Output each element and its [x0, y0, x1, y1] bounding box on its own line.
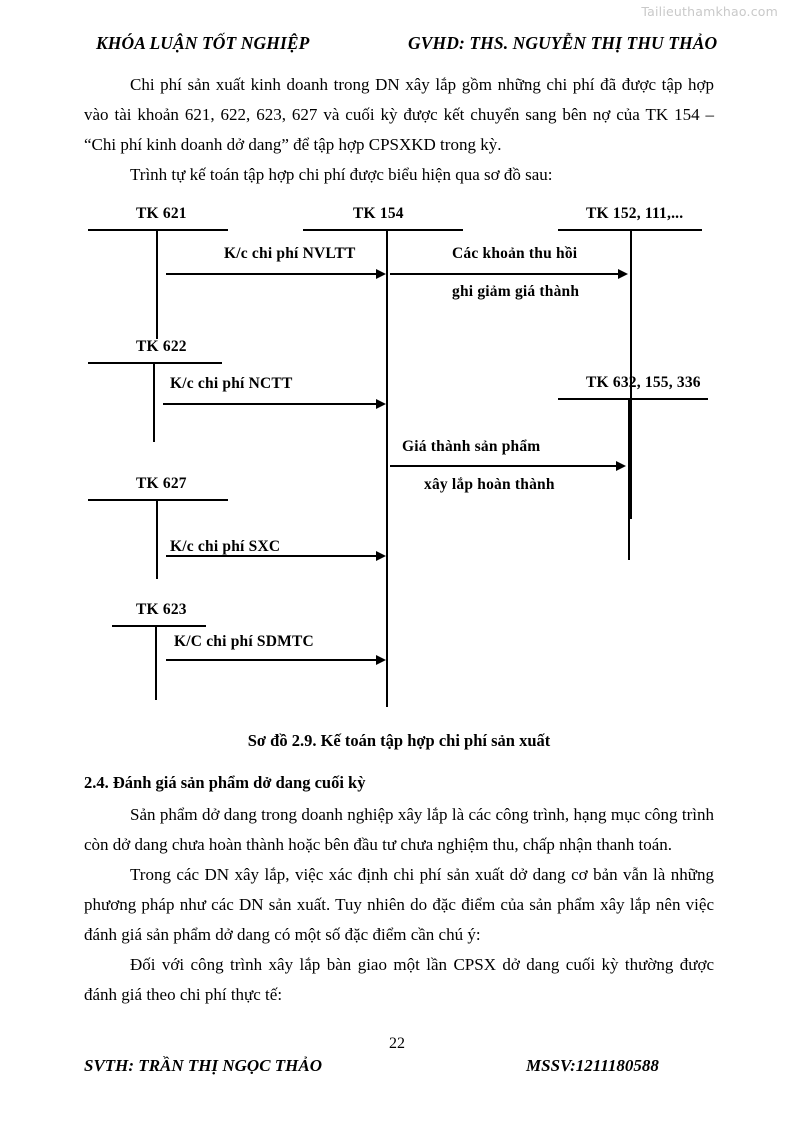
flow-label-kc-sxc: K/c chi phí SXC [170, 538, 281, 555]
paragraph-4: Trong các DN xây lắp, việc xác định chi phí sản xuất dở dang cơ bản vẫn là những phương pháp như các DN sản xuất. Tuy nhiên do đặc điểm của sản phẩm xây lắp nên việc đánh giá sản phẩm dở dang có một số đặc điểm cần chú ý: [84, 865, 714, 944]
footer-student-name: SVTH: TRẦN THỊ NGỌC THẢO [84, 1056, 323, 1075]
flow-arrow-line-gia-thanh [390, 465, 618, 467]
diagram-caption: Sơ đồ 2.9. Kế toán tập hợp chi phí sản xuất [247, 731, 551, 750]
accounting-flow-diagram [0, 195, 794, 715]
tbar-tk622 [88, 362, 222, 364]
tstem-tk623 [155, 625, 157, 700]
site-watermark: Tailieuthamkhao.com [641, 4, 778, 19]
tbar-tk632 [558, 398, 708, 400]
flow-label-gia-thanh-san-pham: Giá thành sản phẩm [402, 438, 541, 455]
tbar-tk623 [112, 625, 206, 627]
tbar-tk154 [303, 229, 463, 231]
flow-arrow-line-kc-sdmtc [166, 659, 378, 661]
flow-arrow-line-thu-hoi [390, 273, 620, 275]
account-label-tk621: TK 621 [136, 205, 187, 222]
paragraph-1: Chi phí sản xuất kinh doanh trong DN xây lắp gồm những chi phí đã được tập hợp vào tài khoản 621, 622, 623, 627 và cuối kỳ được kết chuyển sang bên nợ của TK 154 – “Chi phí kinh doanh dở dang” để tập hợp CPSXKD trong kỳ. [84, 75, 714, 154]
footer-student-id: MSSV:1211180588 [526, 1056, 659, 1075]
paragraph-5: Đối với công trình xây lắp bàn giao một lần CPSX dở dang cuối kỳ thường được đánh giá theo chi phí thực tế: [84, 955, 714, 1004]
account-label-tk623: TK 623 [136, 601, 187, 618]
flow-arrow-head-kc-sxc [376, 551, 386, 561]
account-label-tk154: TK 154 [353, 205, 404, 222]
flow-arrow-head-kc-sdmtc [376, 655, 386, 665]
tstem-tk632 [628, 398, 630, 560]
intro-paragraphs [84, 70, 714, 190]
paragraph-2: Trình tự kế toán tập hợp chi phí được biểu hiện qua sơ đồ sau: [130, 165, 553, 184]
tstem-tk621 [156, 229, 158, 339]
tstem-tk622 [153, 362, 155, 442]
account-label-tk632: TK 632, 155, 336 [586, 374, 701, 391]
header-right-advisor: GVHD: THS. NGUYỄN THỊ THU THẢO [408, 33, 718, 53]
flow-label-xay-lap-hoan-thanh: xây lắp hoàn thành [424, 476, 555, 493]
header-left-title: KHÓA LUẬN TỐT NGHIỆP [96, 33, 310, 53]
flow-arrow-head-gia-thanh [616, 461, 626, 471]
tbar-tk621 [88, 229, 228, 231]
flow-label-cac-khoan-thu-hoi: Các khoản thu hồi [452, 245, 578, 262]
page-number: 22 [389, 1035, 405, 1052]
flow-label-kc-nvltt: K/c chi phí NVLTT [224, 245, 356, 262]
account-label-tk627: TK 627 [136, 475, 187, 492]
body-paragraphs [84, 800, 714, 1010]
flow-label-ghi-giam-gia-thanh: ghi giảm giá thành [452, 283, 580, 300]
flow-label-kc-nctt: K/c chi phí NCTT [170, 375, 293, 392]
section-heading-2-4: 2.4. Đánh giá sản phẩm dở dang cuối kỳ [84, 773, 366, 792]
flow-arrow-head-kc-nctt [376, 399, 386, 409]
account-label-tk152: TK 152, 111,... [586, 205, 684, 222]
tstem-tk154 [386, 229, 388, 707]
flow-arrow-line-kc-sxc [166, 555, 378, 557]
flow-arrow-line-kc-nvltt [166, 273, 378, 275]
flow-arrow-head-thu-hoi [618, 269, 628, 279]
paragraph-3: Sản phẩm dở dang trong doanh nghiệp xây lắp là các công trình, hạng mục công trình còn dở dang chưa hoàn thành hoặc bên đầu tư chưa nghiệm thu, chấp nhận thanh toán. [84, 805, 714, 854]
flow-arrow-head-kc-nvltt [376, 269, 386, 279]
flow-arrow-line-kc-nctt [163, 403, 378, 405]
tstem-tk627 [156, 499, 158, 579]
account-label-tk622: TK 622 [136, 338, 187, 355]
tbar-tk627 [88, 499, 228, 501]
flow-label-kc-sdmtc: K/C chi phí SDMTC [174, 633, 314, 650]
